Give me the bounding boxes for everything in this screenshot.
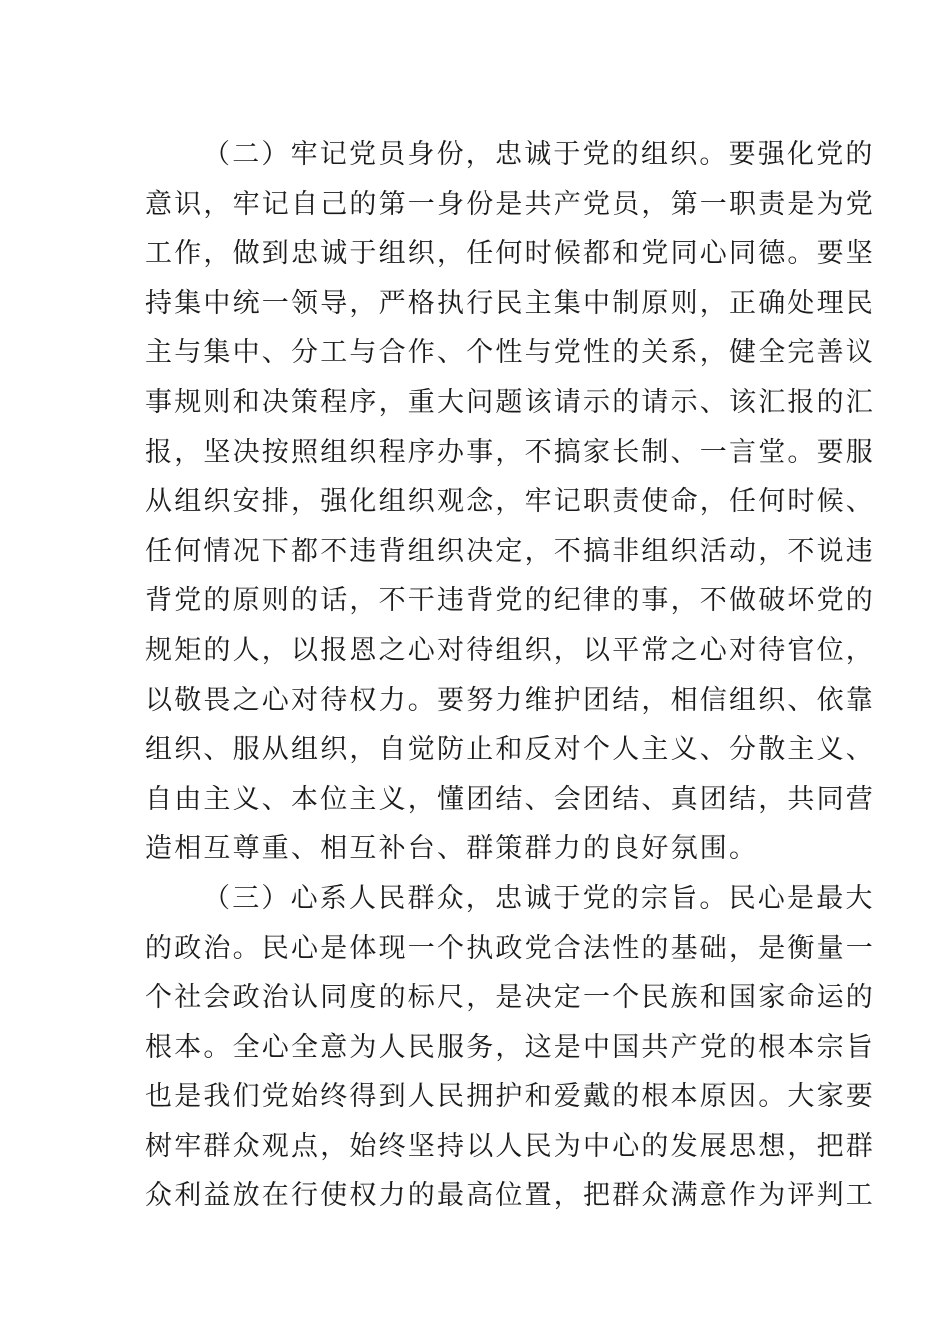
paragraph-3-line: （三）心系人民群众，忠诚于党的宗旨。民心是最大 bbox=[203, 882, 875, 914]
paragraph-3-line: 树牢群众观点，始终坚持以人民为中心的发展思想，把群 bbox=[145, 1130, 875, 1162]
paragraph-2-line: 事规则和决策程序，重大问题该请示的请示、该汇报的汇 bbox=[145, 386, 875, 418]
paragraph-3-line: 也是我们党始终得到人民拥护和爱戴的根本原因。大家要 bbox=[145, 1081, 875, 1113]
body-text bbox=[145, 130, 875, 1221]
paragraph-2-line: 持集中统一领导，严格执行民主集中制原则，正确处理民 bbox=[145, 287, 875, 319]
paragraph-2-line: 从组织安排，强化组织观念，牢记职责使命，任何时候、 bbox=[145, 486, 875, 518]
paragraph-2-line: （二）牢记党员身份，忠诚于党的组织。要强化党的 bbox=[203, 139, 875, 170]
paragraph-2-line: 工作，做到忠诚于组织，任何时候都和党同心同德。要坚 bbox=[145, 238, 875, 270]
paragraph-3-line: 根本。全心全意为人民服务，这是中国共产党的根本宗旨 bbox=[145, 1031, 875, 1063]
paragraph-3-line: 个社会政治认同度的标尺，是决定一个民族和国家命运的 bbox=[145, 982, 875, 1014]
paragraph-2-line: 规矩的人，以报恩之心对待组织，以平常之心对待官位， bbox=[145, 634, 875, 666]
paragraph-2-line: 意识，牢记自己的第一身份是共产党员，第一职责是为党 bbox=[145, 188, 875, 220]
paragraph-2-line: 以敬畏之心对待权力。要努力维护团结，相信组织、依靠 bbox=[145, 684, 875, 716]
paragraph-2-line: 任何情况下都不违背组织决定，不搞非组织活动，不说违 bbox=[145, 535, 875, 567]
paragraph-2-line: 背党的原则的话，不干违背党的纪律的事，不做破坏党的 bbox=[145, 585, 875, 617]
paragraph-2-line: 组织、服从组织，自觉防止和反对个人主义、分散主义、 bbox=[145, 734, 875, 766]
paragraph-2-line: 造相互尊重、相互补台、群策群力的良好氛围。 bbox=[145, 833, 759, 865]
paragraph-3-line: 众利益放在行使权力的最高位置，把群众满意作为评判工 bbox=[145, 1180, 875, 1212]
paragraph-2-line: 自由主义、本位主义，懂团结、会团结、真团结，共同营 bbox=[145, 783, 875, 815]
paragraph-2-line: 报，坚决按照组织程序办事，不搞家长制、一言堂。要服 bbox=[145, 436, 875, 468]
paragraph-3-line: 的政治。民心是体现一个执政党合法性的基础，是衡量一 bbox=[145, 932, 875, 964]
paragraph-2-line: 主与集中、分工与合作、个性与党性的关系，健全完善议 bbox=[145, 337, 875, 369]
